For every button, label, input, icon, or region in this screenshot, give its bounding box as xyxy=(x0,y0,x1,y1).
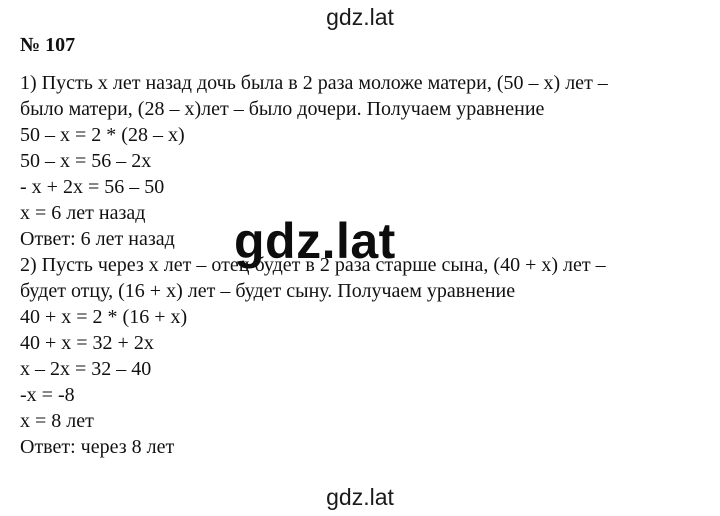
answer-line: Ответ: 6 лет назад xyxy=(20,228,175,250)
text-line: будет отцу, (16 + х) лет – будет сыну. Получаем уравнение xyxy=(20,280,516,302)
watermark-top: gdz.lat xyxy=(326,4,394,30)
equation-line: х – 2х = 32 – 40 xyxy=(20,358,152,380)
text-line: было матери, (28 – х)лет – было дочери. Получаем уравнение xyxy=(20,98,545,120)
answer-line: Ответ: через 8 лет xyxy=(20,436,175,458)
equation-line: -х = -8 xyxy=(20,384,75,406)
text-line: 1) Пусть х лет назад дочь была в 2 раза моложе матери, (50 – х) лет – xyxy=(20,72,608,94)
equation-line: - х + 2х = 56 – 50 xyxy=(20,176,165,198)
solution-part-2 xyxy=(20,252,700,460)
text-line: 2) Пусть через х лет – отец будет в 2 раза старше сына, (40 + х) лет – xyxy=(20,254,606,276)
watermark-bottom: gdz.lat xyxy=(326,484,394,510)
equation-line: х = 8 лет xyxy=(20,410,94,432)
equation-line: 50 – х = 2 * (28 – х) xyxy=(20,124,185,146)
equation-line: х = 6 лет назад xyxy=(20,202,146,224)
task-number: № 107 xyxy=(20,34,76,56)
equation-line: 40 + х = 2 * (16 + х) xyxy=(20,306,188,328)
equation-line: 40 + х = 32 + 2х xyxy=(20,332,154,354)
watermark-center: gdz.lat xyxy=(234,213,396,269)
equation-line: 50 – х = 56 – 2х xyxy=(20,150,152,172)
